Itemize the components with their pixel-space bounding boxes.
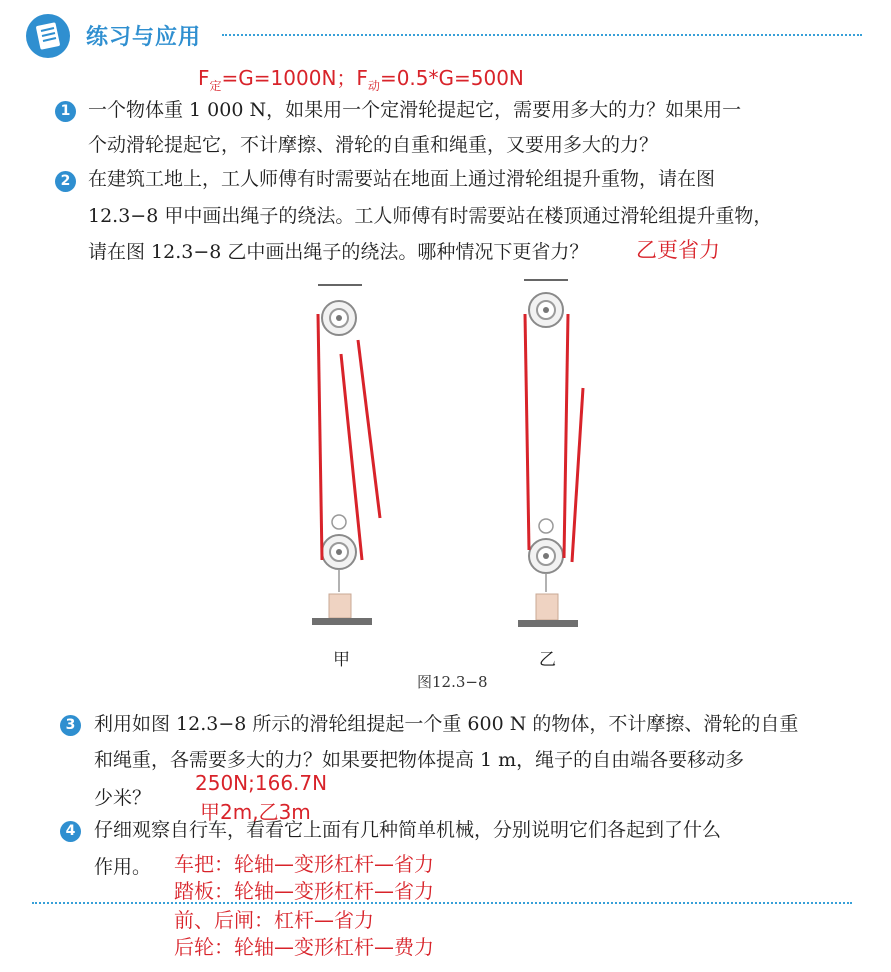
q4-line-1: 仔细观察自行车，看看它上面有几种简单机械，分别说明它们各起到了什么 <box>94 819 722 841</box>
weight-block-yi <box>536 594 558 620</box>
q4-handwritten-answer-2: 踏板：轮轴—变形杠杆—省力 <box>174 879 434 903</box>
notebook-icon <box>24 12 72 60</box>
q1-handwritten-answer <box>198 62 524 94</box>
q1-line-2: 个动滑轮提起它，不计摩擦、滑轮的自重和绳重，又要用多大的力？ <box>88 134 659 156</box>
header-divider <box>222 34 862 36</box>
q4-handwritten-answer-1: 车把：轮轴—变形杠杆—省力 <box>174 852 434 876</box>
q3-line-2: 和绳重，各需要多大的力？如果要把物体提高 1 m，绳子的自由端各要移动多 <box>94 749 745 771</box>
q1-answer-f: F <box>198 66 210 90</box>
question-number-4: 4 <box>60 821 81 842</box>
q2-line-1: 在建筑工地上，工人师傅有时需要站在地面上通过滑轮组提升重物，请在图 <box>88 168 716 190</box>
q3-handwritten-answer-1: 250N;166.7N <box>195 771 328 795</box>
question-number-2: 2 <box>55 171 76 192</box>
page-title: 练习与应用 <box>86 25 202 50</box>
q1-answer-sub-moving: 动 <box>367 79 380 93</box>
figure-caption: 图12.3−8 <box>417 673 488 691</box>
pulley-figure <box>300 270 600 640</box>
q4-handwritten-answer-3: 前、后闸：杠杆—省力 <box>174 908 374 932</box>
question-number-1: 1 <box>55 101 76 122</box>
q4-line-2: 作用。 <box>94 856 152 878</box>
pulley-system-jia <box>312 285 380 625</box>
q3-line-3: 少米？ <box>94 787 152 809</box>
q1-answer-end: =0.5*G=500N <box>379 66 524 90</box>
q3-line-1: 利用如图 12.3−8 所示的滑轮组提起一个重 600 N 的物体，不计摩擦、滑轮的自重 <box>94 713 799 735</box>
q4-handwritten-answer-4: 后轮：轮轴—变形杠杆—费力 <box>174 935 434 959</box>
question-number-3: 3 <box>60 715 81 736</box>
q2-handwritten-answer: 乙更省力 <box>636 238 720 262</box>
q3-handwritten-answer-2: 甲2m,乙3m <box>200 800 311 824</box>
section-divider <box>32 902 852 904</box>
pulley-system-yi <box>518 280 583 627</box>
figure-label-jia: 甲 <box>333 650 350 670</box>
q2-line-3: 请在图 12.3−8 乙中画出绳子的绕法。哪种情况下更省力？ <box>88 241 589 263</box>
q1-answer-sub-fixed: 定 <box>209 79 222 93</box>
q1-answer-mid: =G=1000N；F <box>221 66 368 90</box>
q2-line-2: 12.3−8 甲中画出绳子的绕法。工人师傅有时需要站在楼顶通过滑轮组提升重物， <box>88 205 773 227</box>
figure-label-yi: 乙 <box>539 650 556 670</box>
weight-block-jia <box>329 594 351 618</box>
q1-line-1: 一个物体重 1 000 N，如果用一个定滑轮提起它，需要用多大的力？如果用一 <box>88 99 742 121</box>
